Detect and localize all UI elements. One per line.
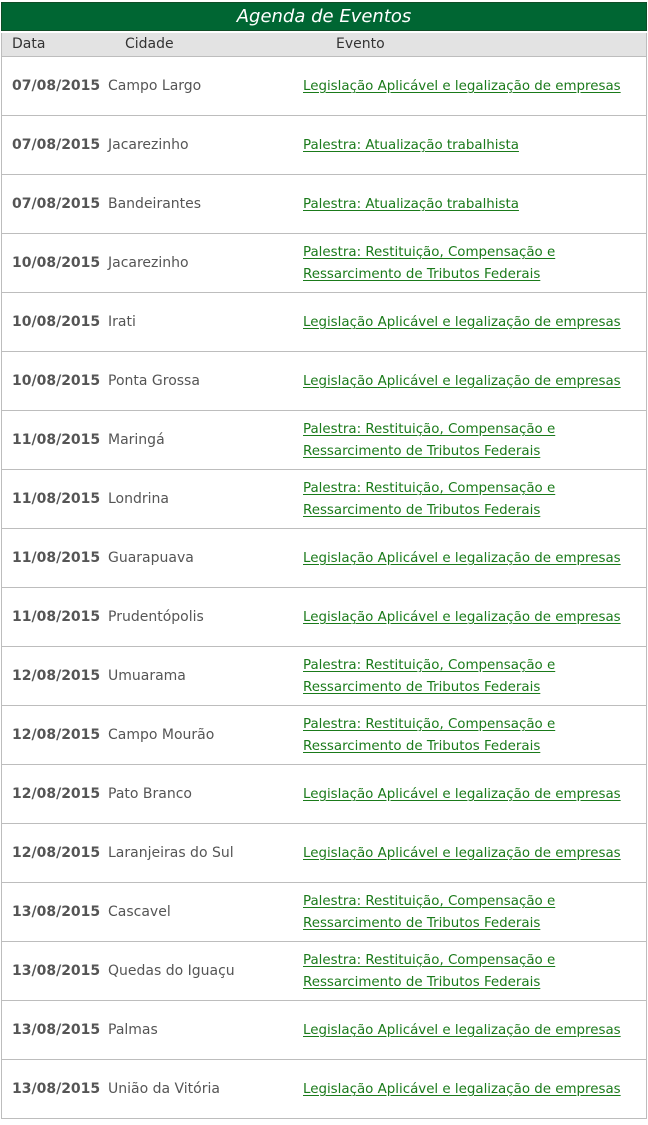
event-link-line bbox=[303, 75, 643, 97]
event-date: 07/08/2015 bbox=[12, 78, 101, 94]
event-link[interactable]: Legislação Aplicável e legalização de empresas bbox=[303, 846, 621, 861]
event-link[interactable]: Palestra: Atualização trabalhista bbox=[303, 138, 519, 153]
event-link[interactable]: Legislação Aplicável e legalização de empresas bbox=[303, 315, 621, 330]
event-date: 13/08/2015 bbox=[12, 904, 101, 920]
event-link-line bbox=[303, 370, 643, 392]
event-link[interactable]: Palestra: Restituição, Compensação e bbox=[303, 422, 556, 437]
event-link[interactable]: Palestra: Restituição, Compensação e bbox=[303, 481, 556, 496]
table-row bbox=[2, 647, 646, 706]
event-city: Palmas bbox=[108, 1022, 158, 1038]
event-cell bbox=[303, 588, 643, 646]
event-city: Campo Mourão bbox=[108, 727, 215, 743]
table-row bbox=[2, 116, 646, 175]
table-row bbox=[2, 57, 646, 116]
event-link[interactable]: Ressarcimento de Tributos Federais bbox=[303, 739, 541, 754]
event-link[interactable]: Legislação Aplicável e legalização de empresas bbox=[303, 374, 621, 389]
table-row bbox=[2, 942, 646, 1001]
event-city: Ponta Grossa bbox=[108, 373, 200, 389]
event-cell bbox=[303, 352, 643, 410]
event-link-line bbox=[303, 418, 643, 440]
event-city: Cascavel bbox=[108, 904, 171, 920]
table-row bbox=[2, 470, 646, 529]
event-date: 12/08/2015 bbox=[12, 727, 101, 743]
event-date: 10/08/2015 bbox=[12, 314, 101, 330]
event-link[interactable]: Legislação Aplicável e legalização de empresas bbox=[303, 551, 621, 566]
event-date: 11/08/2015 bbox=[12, 609, 101, 625]
table-row bbox=[2, 883, 646, 942]
event-city: Bandeirantes bbox=[108, 196, 202, 212]
event-city: Maringá bbox=[108, 432, 165, 448]
event-city: Pato Branco bbox=[108, 786, 192, 802]
event-link-line bbox=[303, 735, 643, 757]
table-header bbox=[1, 33, 647, 57]
table-row bbox=[2, 1001, 646, 1060]
event-city: Londrina bbox=[108, 491, 169, 507]
event-cell bbox=[303, 765, 643, 823]
header-city: Cidade bbox=[125, 36, 174, 52]
event-link-line bbox=[303, 241, 643, 263]
event-link[interactable]: Palestra: Restituição, Compensação e bbox=[303, 717, 556, 732]
event-city: Prudentópolis bbox=[108, 609, 204, 625]
event-city: Umuarama bbox=[108, 668, 186, 684]
event-link[interactable]: Ressarcimento de Tributos Federais bbox=[303, 444, 541, 459]
table-row bbox=[2, 175, 646, 234]
event-city: Jacarezinho bbox=[108, 137, 189, 153]
table-row bbox=[2, 529, 646, 588]
header-date: Data bbox=[12, 36, 46, 52]
event-city: Irati bbox=[108, 314, 136, 330]
event-cell bbox=[303, 824, 643, 882]
event-date: 13/08/2015 bbox=[12, 1022, 101, 1038]
event-link-line bbox=[303, 193, 643, 215]
table-row bbox=[2, 352, 646, 411]
event-cell bbox=[303, 175, 643, 233]
event-link[interactable]: Ressarcimento de Tributos Federais bbox=[303, 680, 541, 695]
event-link[interactable]: Ressarcimento de Tributos Federais bbox=[303, 916, 541, 931]
event-link[interactable]: Palestra: Restituição, Compensação e bbox=[303, 894, 556, 909]
event-link-line bbox=[303, 263, 643, 285]
table-row bbox=[2, 293, 646, 352]
event-link[interactable]: Legislação Aplicável e legalização de empresas bbox=[303, 1082, 621, 1097]
event-cell bbox=[303, 1001, 643, 1059]
table-row bbox=[2, 234, 646, 293]
event-cell bbox=[303, 647, 643, 705]
event-link[interactable]: Ressarcimento de Tributos Federais bbox=[303, 503, 541, 518]
event-date: 11/08/2015 bbox=[12, 432, 101, 448]
table-row bbox=[2, 411, 646, 470]
event-date: 12/08/2015 bbox=[12, 845, 101, 861]
header-event: Evento bbox=[336, 36, 385, 52]
event-cell bbox=[303, 57, 643, 115]
events-table-body bbox=[1, 57, 647, 1119]
event-city: Jacarezinho bbox=[108, 255, 189, 271]
page-title: Agenda de Eventos bbox=[1, 2, 647, 31]
event-link-line bbox=[303, 134, 643, 156]
event-link-line bbox=[303, 1078, 643, 1100]
event-cell bbox=[303, 116, 643, 174]
event-link-line bbox=[303, 1019, 643, 1041]
event-link-line bbox=[303, 783, 643, 805]
table-row bbox=[2, 706, 646, 765]
event-date: 12/08/2015 bbox=[12, 786, 101, 802]
event-link[interactable]: Palestra: Atualização trabalhista bbox=[303, 197, 519, 212]
table-row bbox=[2, 1060, 646, 1119]
event-link-line bbox=[303, 547, 643, 569]
event-link-line bbox=[303, 912, 643, 934]
event-city: Laranjeiras do Sul bbox=[108, 845, 234, 861]
event-link[interactable]: Legislação Aplicável e legalização de empresas bbox=[303, 787, 621, 802]
event-cell bbox=[303, 234, 643, 292]
event-link-line bbox=[303, 499, 643, 521]
event-cell bbox=[303, 883, 643, 941]
event-link-line bbox=[303, 676, 643, 698]
event-link-line bbox=[303, 654, 643, 676]
event-link-line bbox=[303, 842, 643, 864]
table-row bbox=[2, 765, 646, 824]
event-date: 11/08/2015 bbox=[12, 491, 101, 507]
event-date: 12/08/2015 bbox=[12, 668, 101, 684]
event-link[interactable]: Legislação Aplicável e legalização de empresas bbox=[303, 610, 621, 625]
events-agenda bbox=[1, 2, 647, 1119]
event-link[interactable]: Palestra: Restituição, Compensação e bbox=[303, 953, 556, 968]
event-link-line bbox=[303, 949, 643, 971]
event-link-line bbox=[303, 440, 643, 462]
event-link-line bbox=[303, 713, 643, 735]
event-link[interactable]: Palestra: Restituição, Compensação e bbox=[303, 245, 556, 260]
event-date: 11/08/2015 bbox=[12, 550, 101, 566]
event-date: 10/08/2015 bbox=[12, 373, 101, 389]
event-city: Guarapuava bbox=[108, 550, 194, 566]
event-date: 07/08/2015 bbox=[12, 137, 101, 153]
event-date: 10/08/2015 bbox=[12, 255, 101, 271]
event-cell bbox=[303, 529, 643, 587]
event-date: 13/08/2015 bbox=[12, 963, 101, 979]
event-cell bbox=[303, 293, 643, 351]
event-link[interactable]: Ressarcimento de Tributos Federais bbox=[303, 975, 541, 990]
event-cell bbox=[303, 470, 643, 528]
event-link[interactable]: Legislação Aplicável e legalização de empresas bbox=[303, 1023, 621, 1038]
event-cell bbox=[303, 942, 643, 1000]
event-cell bbox=[303, 706, 643, 764]
event-cell bbox=[303, 1060, 643, 1118]
event-city: União da Vitória bbox=[108, 1081, 220, 1097]
event-date: 07/08/2015 bbox=[12, 196, 101, 212]
event-link-line bbox=[303, 477, 643, 499]
event-link[interactable]: Palestra: Restituição, Compensação e bbox=[303, 658, 556, 673]
event-link-line bbox=[303, 890, 643, 912]
event-link[interactable]: Ressarcimento de Tributos Federais bbox=[303, 267, 541, 282]
event-link[interactable]: Legislação Aplicável e legalização de empresas bbox=[303, 79, 621, 94]
event-link-line bbox=[303, 606, 643, 628]
table-row bbox=[2, 588, 646, 647]
event-cell bbox=[303, 411, 643, 469]
event-date: 13/08/2015 bbox=[12, 1081, 101, 1097]
event-link-line bbox=[303, 311, 643, 333]
event-city: Campo Largo bbox=[108, 78, 202, 94]
event-link-line bbox=[303, 971, 643, 993]
table-row bbox=[2, 824, 646, 883]
event-city: Quedas do Iguaçu bbox=[108, 963, 235, 979]
